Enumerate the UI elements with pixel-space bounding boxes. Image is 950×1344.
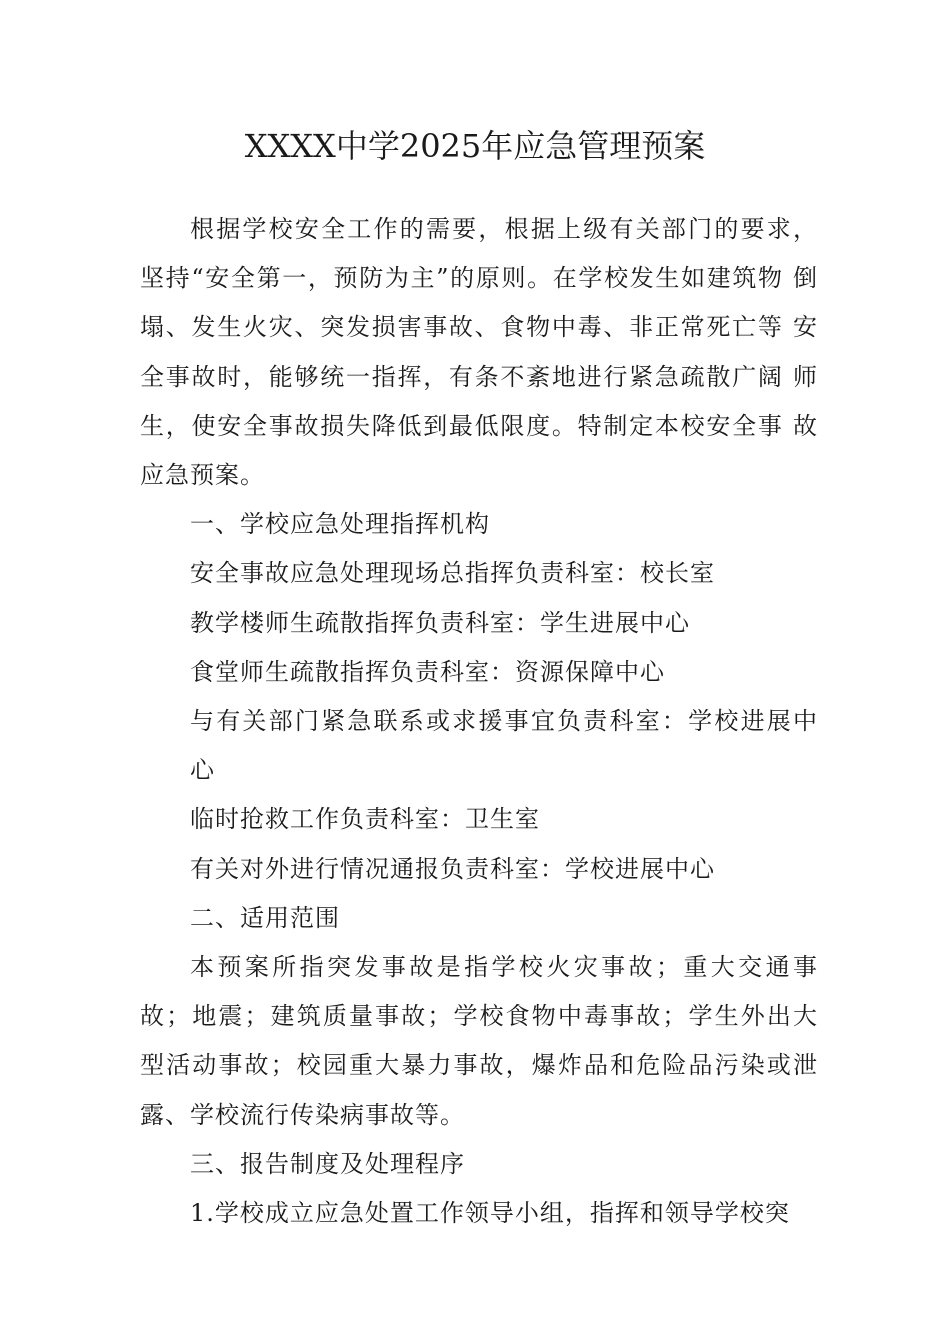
document-title: XXXX中学2025年应急管理预案 [244,127,706,165]
document-body [140,205,818,1238]
command-item: 有关对外进行情况通报负责科室：学校进展中心 [190,854,715,883]
scope-paragraph: 本预案所指突发事故是指学校火灾事故；重大交通事 故；地震；建筑质量事故；学校食物中毒事故；学生外出大 型活动事故；校园重大暴力事故，爆炸品和危险品污染或泄 露、学校流行传染病事故等。 [140,953,818,1129]
section-heading-command: 一、学校应急处理指挥机构 [190,510,490,539]
intro-paragraph: 根据学校安全工作的需要，根据上级有关部门的要求， 坚持“安全第一，预防为主”的原则。在学校发生如建筑物 倒塌、发生火灾、突发损害事故、食物中毒、非正常死亡等 安全事故时，能够统一指挥，有条不紊地进行紧急疏散广阔 师生，使安全事故损失降低到最低限度。特制定本校安全事 故应急预案。 [140,215,818,490]
command-item: 安全事故应急处理现场总指挥负责科室：校长室 [190,559,715,588]
command-item: 教学楼师生疏散指挥负责科室：学生进展中心 [190,608,690,637]
command-item: 食堂师生疏散指挥负责科室：资源保障中心 [190,657,665,686]
section-heading-scope: 二、适用范围 [190,903,340,932]
command-item: 与有关部门紧急联系或求援事宜负责科室：学校进展中 心 [190,707,818,785]
command-item: 临时抢救工作负责科室：卫生室 [190,805,540,834]
reporting-item: 1.学校成立应急处置工作领导小组，指挥和领导学校突 [190,1199,790,1228]
section-heading-reporting: 三、报告制度及处理程序 [190,1149,465,1178]
